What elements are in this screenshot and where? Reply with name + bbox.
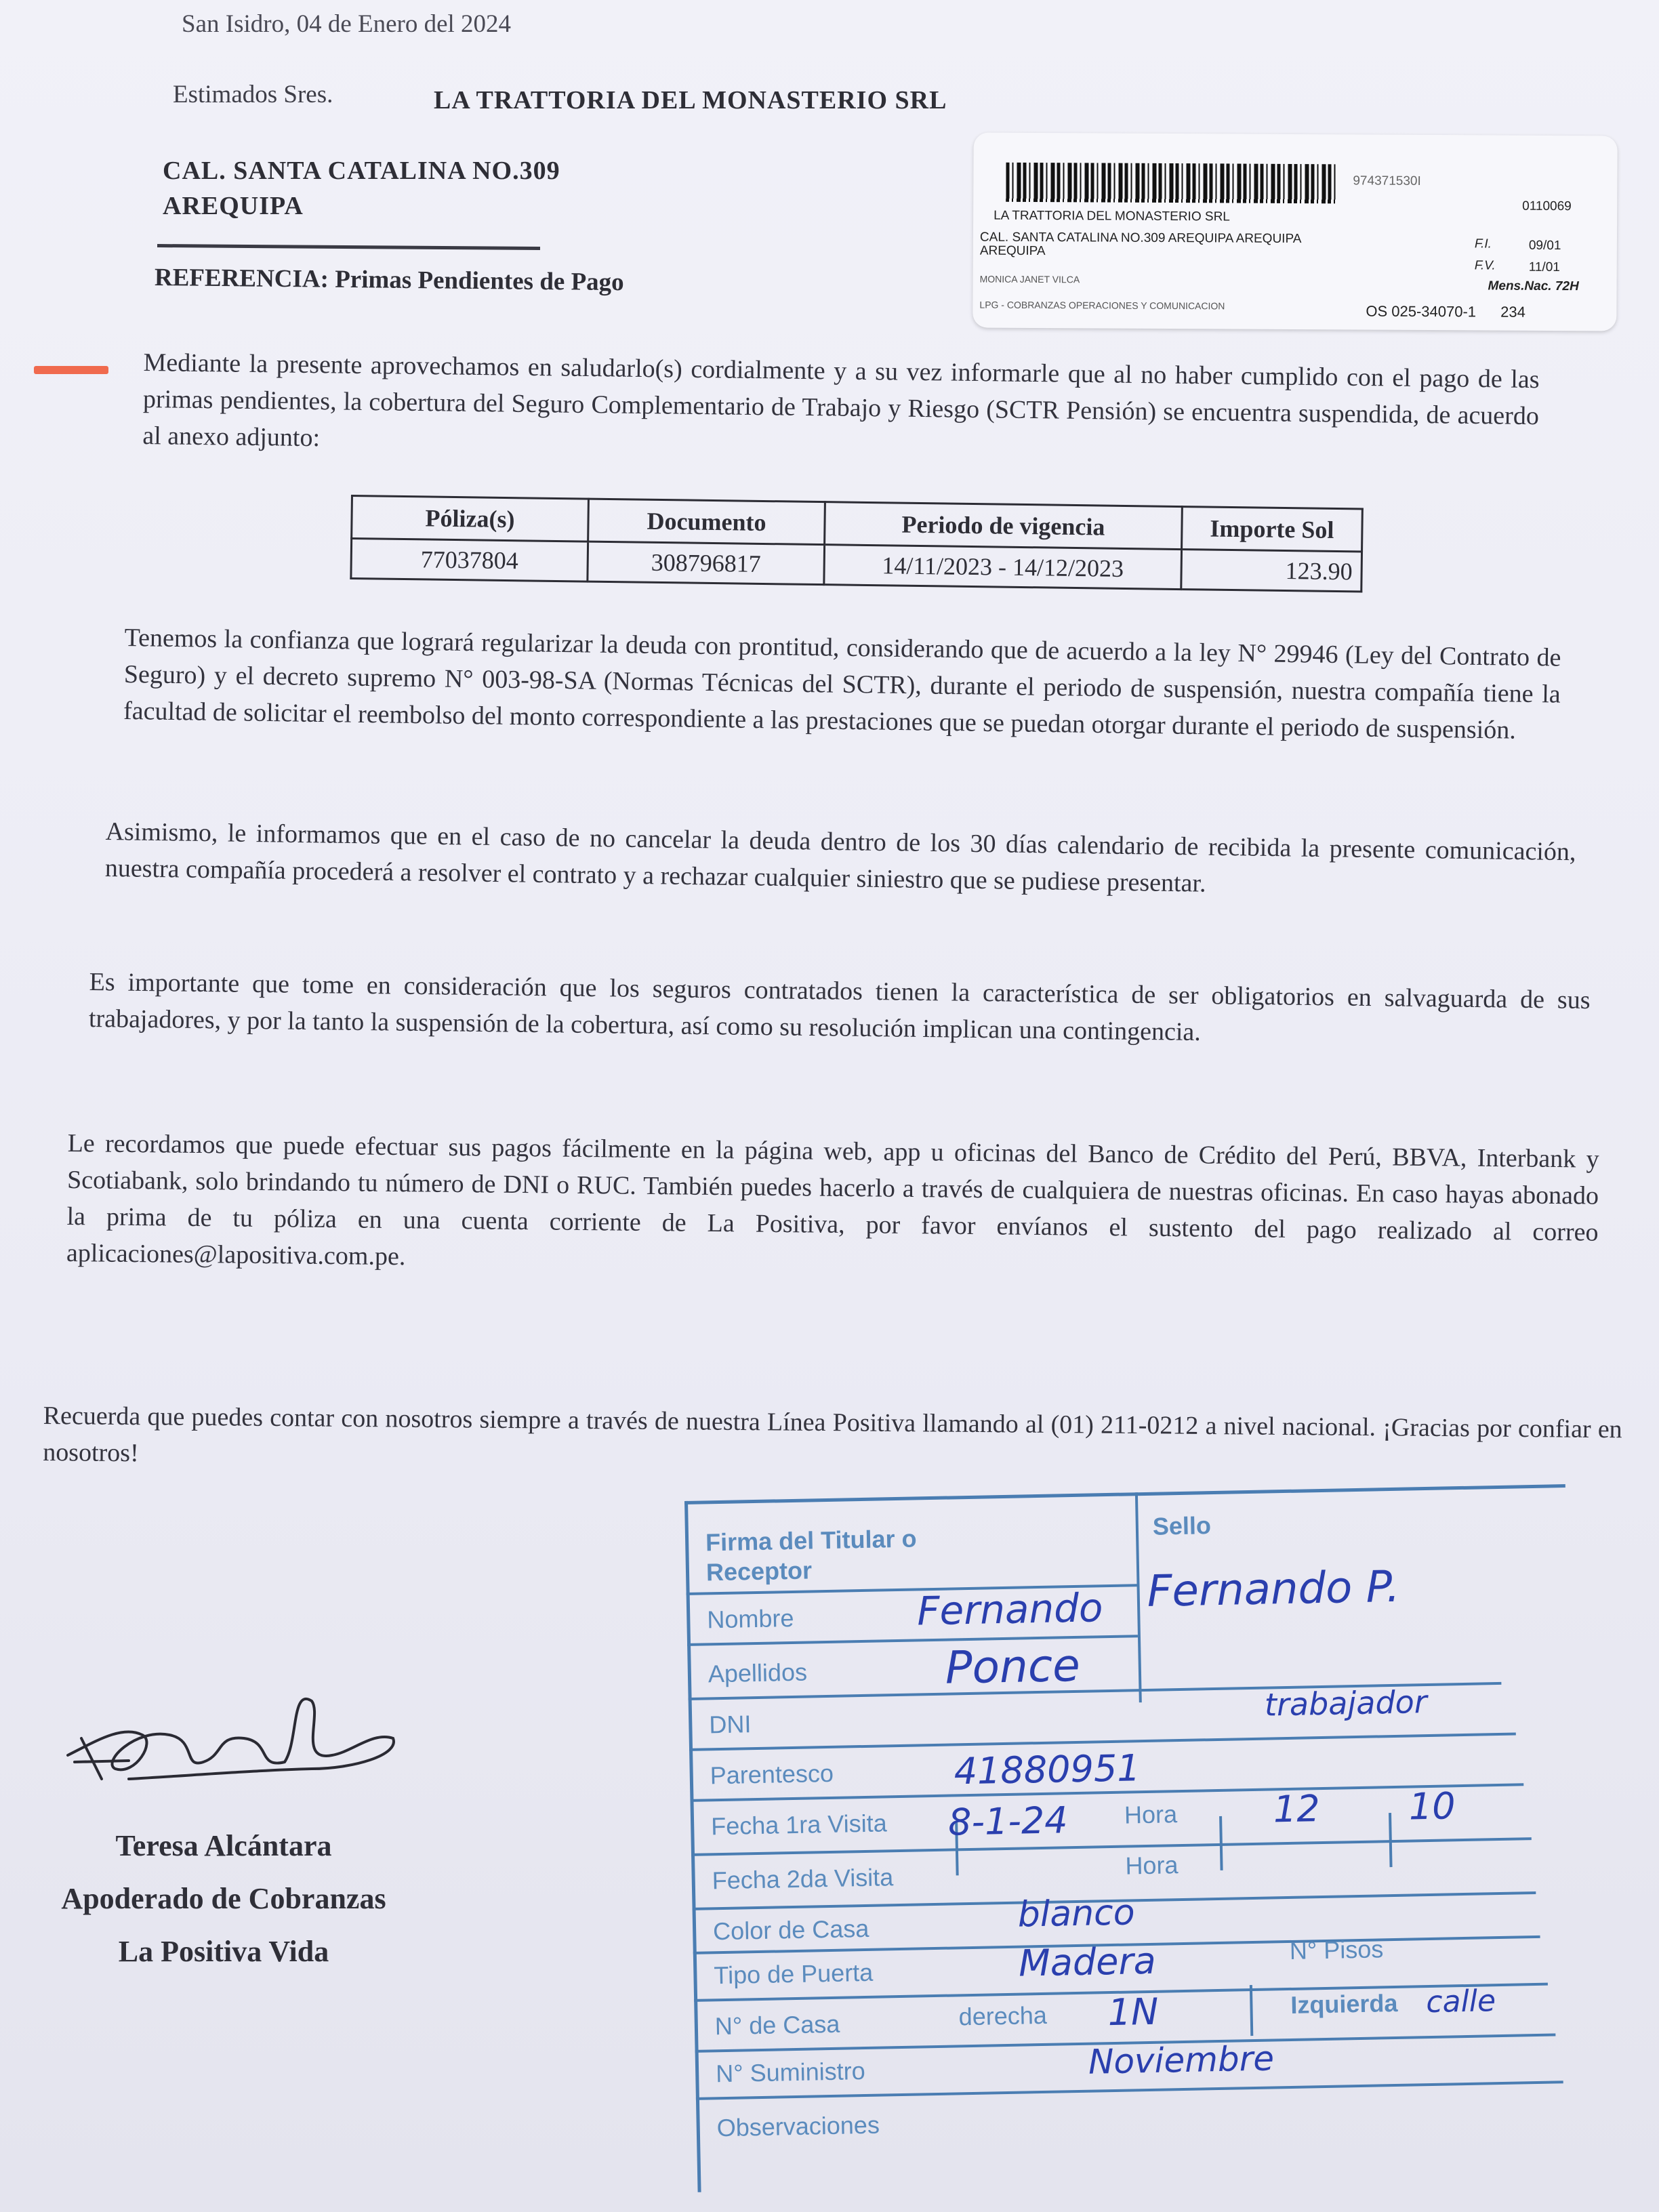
handwritten-parentesco: trabajador [1264,1683,1428,1723]
label-address-2: AREQUIPA [979,243,1046,259]
label-fv-value: 11/01 [1528,260,1560,275]
red-marker-stroke [34,366,108,374]
paragraph-cancellation: Asimismo, le informamos que en el caso de no cancelar la deuda dentro de los 30 días calendario de recibida la presente comunicación, nuestra compañía procederá a resolver el contrato y a rechazar cualquier siniestro que se pudiese presentar. [104,817,1576,898]
cell-documento: 308796817 [588,541,825,585]
label-observaciones: Observaciones [716,2110,880,2142]
delivery-stamp-form [684,1484,1578,2192]
label-tipo-puerta: Tipo de Puerta [714,1958,874,1990]
label-fi-value: 09/01 [1528,238,1561,253]
label-fv-label: F.V. [1474,258,1496,273]
signatory-name: Teresa Alcántara [115,1829,332,1862]
handwritten-dni: 41880951 [954,1746,1141,1793]
reference-text: Primas Pendientes de Pago [334,265,624,297]
label-firma: Firma del Titular o Receptor [705,1524,917,1586]
handwritten-num-casa: 1N [1107,1990,1159,2034]
col-poliza: Póliza(s) [352,496,589,542]
handwritten-puerta: Madera [1018,1939,1157,1985]
label-nombre: Nombre [706,1603,794,1634]
courier-label [972,133,1617,331]
label-address: CAL. SANTA CATALINA NO.309 AREQUIPA AREQUIPA [979,230,1302,247]
handwritten-apellidos: Ponce [945,1639,1081,1694]
reference-label: REFERENCIA: [154,264,329,293]
label-pisos: N° Pisos [1289,1935,1384,1965]
paragraph-importance: Es importante que tome en consideración que los seguros contratados tienen la característica de ser obligatorios en salvaguarda de sus trabajadores, y por la tanto la suspensión de la cobertura, así como su resolución implican una contingencia. [88,967,1591,1047]
label-hora-1: Hora [1124,1800,1178,1829]
label-right-code: 0110069 [1522,199,1572,214]
label-sello: Sello [1152,1511,1212,1540]
label-os [1366,303,1525,321]
col-importe: Importe Sol [1182,507,1363,552]
label-os-value: 025-34070-1 [1391,302,1477,321]
recipient-address [163,153,560,224]
label-service: Mens.Nac. 72H [1488,279,1579,294]
label-color-casa: Color de Casa [712,1914,869,1946]
paragraph-intro: Mediante la presente aprovechamos en saludarlo(s) cordialmente y a su vez informarle que al no haber cumplido con el pago de las primas pendientes, la cobertura del Seguro Complementario de Trabajo y Riesgo (SCTR Pensión) se encuentra suspendida, de acuerdo al anexo adjunto: [142,348,1540,453]
label-fecha-1: Fecha 1ra Visita [710,1809,888,1841]
handwritten-sello: Fernando P. [1146,1561,1401,1617]
label-apellidos: Apellidos [708,1658,808,1688]
address-underline [157,244,540,250]
label-os-label: OS [1366,302,1388,320]
col-documento: Documento [588,499,825,545]
paragraph-payment: Le recordamos que puede efectuar sus pagos fácilmente en la página web, app u oficinas del Banco de Crédito del Perú, BBVA, Interbank y Scotiabank, solo brindando tu número de DNI o RUC. También puedes hacerlo a través de cualquiera de nuestras oficinas. En caso hayas abonado la prima de tu póliza en una cuenta corriente de La Positiva, por favor envíanos el sustento del pago realizado al correo aplicaciones@lapositiva.com.pe. [66,1128,1599,1271]
policy-table [350,495,1364,593]
handwritten-hora-1b: 10 [1408,1784,1456,1828]
handwritten-izquierda: calle [1425,1984,1496,2020]
label-derecha: derecha [958,2001,1048,2031]
handwritten-suministro: Noviembre [1088,2039,1275,2082]
label-os-extra: 234 [1500,303,1525,321]
cell-importe: 123.90 [1181,550,1362,592]
paragraph-confidence: Tenemos la confianza que logrará regularizar la deuda con prontitud, considerando que de acuerdo a la ley N° 29946 (Ley del Contrato de Seguro) y el decreto supremo N° 003-98-SA (Normas Técnicas del SCTR), durante el periodo de suspensión, nuestra compañía tiene la facultad de solicitar el reembolso del monto correspondiente a las prestaciones que se puedan otorgar durante el periodo de suspensión. [123,623,1561,745]
label-dni: DNI [708,1710,752,1739]
cell-poliza: 77037804 [351,539,588,582]
signatory-role: Apoderado de Cobranzas [61,1882,386,1915]
address-line-2: AREQUIPA [163,192,304,220]
address-line-1: CAL. SANTA CATALINA NO.309 [163,157,560,185]
label-izquierda: Izquierda [1290,1988,1398,2019]
greeting: Estimados Sres. [173,81,333,108]
label-parentesco: Parentesco [710,1759,834,1790]
handwritten-hora-1a: 12 [1273,1787,1321,1831]
cell-periodo: 14/11/2023 - 14/12/2023 [824,545,1182,590]
col-periodo: Periodo de vigencia [825,502,1183,550]
recipient-company: LA TRATTORIA DEL MONASTERIO SRL [434,86,947,115]
label-suministro: N° Suministro [715,2057,866,2088]
paragraph-contact: Recuerda que puedes contar con nosotros siempre a través de nuestra Línea Positiva llamando al (01) 211-0212 a nivel nacional. ¡Gracias por confiar en nosotros! [43,1401,1622,1468]
handwritten-nombre: Fernando [916,1584,1104,1635]
label-fi-label: F.I. [1474,237,1492,251]
label-fecha-2: Fecha 2da Visita [712,1863,894,1895]
label-num-casa: N° de Casa [714,2009,840,2041]
reference-line [155,263,624,297]
label-company: LA TRATTORIA DEL MONASTERIO SRL [994,208,1230,224]
handwritten-color: blanco [1017,1892,1136,1936]
handwritten-signature [54,1660,407,1809]
barcode-icon [1006,163,1338,204]
letter-date: San Isidro, 04 de Enero del 2024 [182,10,512,38]
signatory-block [20,1820,427,1978]
signatory-org: La Positiva Vida [118,1935,329,1968]
label-contact: MONICA JANET VILCA [979,273,1080,285]
label-code-number: 974371530I [1353,173,1421,188]
label-dept: LPG - COBRANZAS OPERACIONES Y COMUNICACION [979,299,1225,312]
handwritten-fecha-1: 8-1-24 [947,1799,1069,1844]
label-hora-2: Hora [1125,1851,1179,1880]
